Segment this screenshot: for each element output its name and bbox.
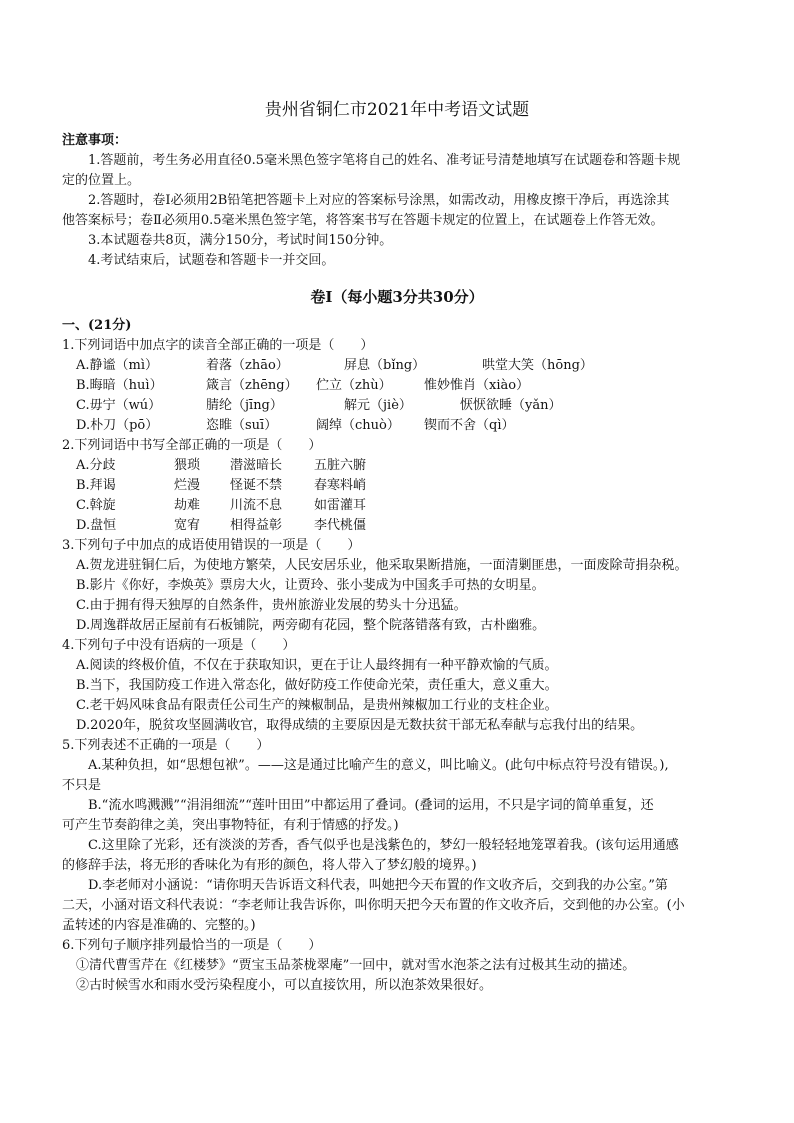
notice-line: 他答案标号；卷Ⅱ必须用0.5毫米黑色签字笔，将答案书写在答题卡规定的位置上，在试题卷上作答无效。 <box>62 213 664 228</box>
q1-cell: 箴言（zhēng） <box>206 378 298 393</box>
q4-option: B.当下，我国防疫工作进入常态化，做好防疫工作使命光荣，责任重大，意义重大。 <box>76 678 558 693</box>
q1-cell: D.朴刀（pō） <box>76 418 159 433</box>
q6-item: ②古时候雪水和雨水受污染程度小，可以直接饮用，所以泡茶效果很好。 <box>76 978 493 993</box>
q1-cell: 腈纶（jīng） <box>206 398 283 413</box>
q3-option: C.由于拥有得天独厚的自然条件，贵州旅游业发展的势头十分迅猛。 <box>76 598 467 613</box>
q4-option: A.阅读的终极价值，不仅在于获取知识，更在于让人最终拥有一种平静欢愉的气质。 <box>76 658 558 673</box>
questions <box>62 316 740 996</box>
q2-option-b <box>62 476 740 496</box>
q2-option-a <box>62 456 740 476</box>
notice-line: 3.本试题卷共8页，满分150分，考试时间150分钟。 <box>88 233 393 248</box>
q1-cell: 恹恹欲睡（yǎn） <box>460 398 562 413</box>
q1-option-b <box>62 376 740 396</box>
q4-option: C.老干妈风味食品有限责任公司生产的辣椒制品，是贵州辣椒加工行业的支柱企业。 <box>76 698 558 713</box>
notice-line: 1.答题前，考生务必用直径0.5毫米黑色签字笔将自己的姓名、准考证号清楚地填写在试题卷和答题卡规 <box>88 153 681 168</box>
q5-line: 二天，小涵对语文科代表说：“李老师让我告诉你，叫你明天把今天布置的作文收齐后，交到他的办公室。(小 <box>62 898 685 913</box>
q2-option-d <box>62 516 740 536</box>
q1-cell: 解元（jiè） <box>344 398 412 413</box>
q2-cell: 如雷灌耳 <box>314 498 367 513</box>
q5-line: C.这里除了光彩，还有淡淡的芳香，香气似乎也是浅紫色的，梦幻一般轻轻地笼罩着我。(该句运用通感 <box>88 838 679 853</box>
q5-line: 不只是 <box>62 778 102 793</box>
q2-cell: 李代桃僵 <box>314 518 367 533</box>
q2-cell: 潜滋暗长 <box>230 458 283 473</box>
section-title: 卷Ⅰ（每小题3分共30分） <box>310 288 484 306</box>
notice-heading: 注意事项： <box>62 133 128 148</box>
q1-cell: 惟妙惟肖（xiào） <box>424 378 530 393</box>
q2-cell: 劫难 <box>174 498 201 513</box>
q4-stem: 4.下列句子中没有语病的一项是（ ） <box>62 638 296 653</box>
q2-cell: 怪诞不禁 <box>230 478 283 493</box>
q2-cell: 川流不息 <box>230 498 283 513</box>
q3-option: D.周逸群故居正屋前有石板铺院，两旁砌有花园，整个院落错落有致，古朴幽雅。 <box>76 618 546 633</box>
q1-option-c <box>62 396 740 416</box>
q1-cell: 着落（zhāo） <box>206 358 289 373</box>
q2-option-c <box>62 496 740 516</box>
q1-cell: C.毋宁（wú） <box>76 398 162 413</box>
q1-cell: 阔绰（chuò） <box>316 418 400 433</box>
q1-cell: 屏息（bǐng） <box>344 358 426 373</box>
q2-cell: 相得益彰 <box>230 518 283 533</box>
q2-cell: 宽宥 <box>174 518 201 533</box>
q2-stem: 2.下列词语中书写全部正确的一项是（ ） <box>62 438 322 453</box>
q5-stem: 5.下列表述不正确的一项是（ ） <box>62 738 270 753</box>
notice-line: 2.答题时，卷Ⅰ必须用2B铅笔把答题卡上对应的答案标号涂黑，如需改动，用橡皮擦干净后，再选涂其 <box>88 193 670 208</box>
q2-cell: 春寒料峭 <box>314 478 367 493</box>
q3-option: A.贺龙进驻铜仁后，为使地方繁荣，人民安居乐业，他采取果断措施，一面清剿匪患，一面废除苛捐杂税。 <box>76 558 688 573</box>
q2-cell: A.分歧 <box>76 458 116 473</box>
q1-cell: 锲而不舍（qì） <box>424 418 515 433</box>
q1-option-d <box>62 416 740 436</box>
q6-stem: 6.下列句子顺序排列最恰当的一项是（ ） <box>62 938 322 953</box>
q1-cell: 哄堂大笑（hōng） <box>482 358 593 373</box>
q2-cell: D.盘恒 <box>76 518 117 533</box>
page-title: 贵州省铜仁市2021年中考语文试题 <box>264 100 530 120</box>
q6-item: ①清代曹雪芹在《红楼梦》“贾宝玉品茶栊翠庵”一回中，就对雪水泡茶之法有过极其生动的描述。 <box>76 958 636 973</box>
q1-cell: 伫立（zhù） <box>316 378 392 393</box>
q5-line: A.某种负担，如“思想包袱”。——这是通过比喻产生的意义，叫比喻义。(此句中标点符号没有错误。), <box>88 758 669 773</box>
q1-cell: B.晦暗（huì） <box>76 378 163 393</box>
q2-cell: 烂漫 <box>174 478 201 493</box>
q1-option-a <box>62 356 740 376</box>
q5-line: B.“流水鸣溅溅”“涓涓细流”“莲叶田田”中都运用了叠词。(叠词的运用，不只是字词的简单重复，还 <box>88 798 654 813</box>
notice-line: 定的位置上。 <box>62 173 141 188</box>
notice-line: 4.考试结束后，试题卷和答题卡一并交回。 <box>88 253 335 268</box>
q1-cell: A.静谧（mì） <box>76 358 159 373</box>
q5-line: 孟转述的内容是准确的、完整的。) <box>62 918 256 933</box>
q1-cell: 恣睢（suī） <box>206 418 278 433</box>
q3-stem: 3.下列句子中加点的成语使用错误的一项是（ ） <box>62 538 361 553</box>
q4-option: D.2020年，脱贫攻坚圆满收官，取得成绩的主要原因是无数扶贫干部无私奉献与忘我付出的结果。 <box>76 718 644 733</box>
q5-line: 的修辞手法，将无形的香味化为有形的颜色，将人带入了梦幻般的境界。) <box>62 858 477 873</box>
q5-line: D.李老师对小涵说：“请你明天告诉语文科代表，叫她把今天布置的作文收齐后，交到我的办公室。”第 <box>88 878 668 893</box>
notice-section <box>62 131 740 271</box>
q2-cell: B.拜谒 <box>76 478 116 493</box>
q1-stem: 1.下列词语中加点字的读音全部正确的一项是（ ） <box>62 338 374 353</box>
q5-line: 可产生节奏韵律之美，突出事物特征，有利于情感的抒发。) <box>62 818 399 833</box>
q2-cell: C.斡旋 <box>76 498 116 513</box>
part-heading: 一、(21分) <box>62 318 132 333</box>
q3-option: B.影片《你好，李焕英》票房大火，让贾玲、张小斐成为中国炙手可热的女明星。 <box>76 578 545 593</box>
q2-cell: 五脏六腑 <box>314 458 367 473</box>
q2-cell: 猥琐 <box>174 458 201 473</box>
